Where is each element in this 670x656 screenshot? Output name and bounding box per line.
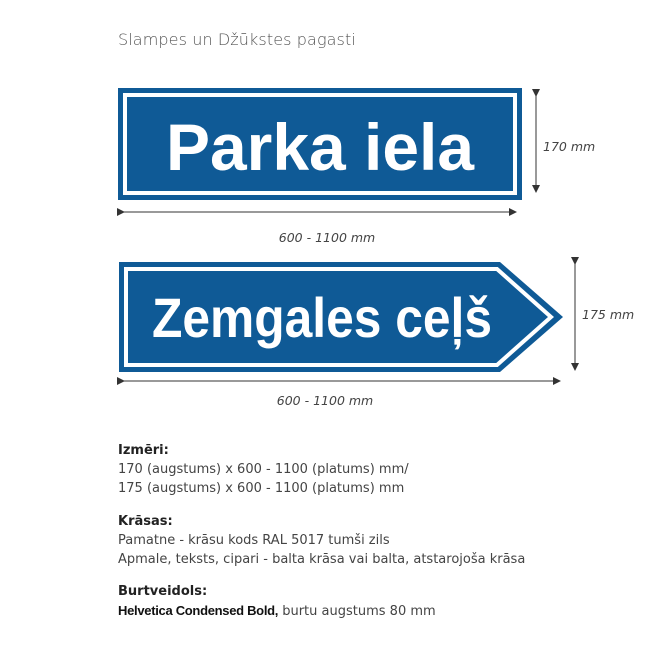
street-sign-parka-iela [118, 88, 522, 200]
font-detail: burtu augstums 80 mm [278, 604, 436, 619]
sign1-text: Parka iela [166, 110, 476, 184]
dimensions-line-2: 175 (augstums) x 600 - 1100 (platums) mm [118, 481, 405, 496]
sign1-height-label: 170 mm [543, 139, 596, 154]
dimensions-line-1: 170 (augstums) x 600 - 1100 (platums) mm/ [118, 462, 409, 477]
font-name: Helvetica Condensed Bold, [118, 603, 279, 618]
font-heading: Burtveidols: [118, 584, 208, 599]
sign2-width-label: 600 - 1100 mm [276, 393, 374, 408]
sign2-height-label: 175 mm [582, 307, 635, 322]
colors-spec [118, 512, 525, 569]
font-spec [118, 582, 436, 621]
colors-line-2: Apmale, teksts, cipari - balta krāsa vai balta, atstarojoša krāsa [118, 552, 526, 567]
font-line [118, 601, 436, 621]
dimensions-spec [118, 441, 409, 498]
sign2-text: Zemgales ceļš [152, 286, 535, 349]
street-sign-zemgales-cels [119, 262, 563, 372]
page-title: Slampes un Džūkstes pagasti [118, 30, 356, 49]
dimensions-heading: Izmēri: [118, 443, 169, 458]
sign1-height-dimension [536, 96, 595, 192]
sign1-width-dimension [124, 212, 516, 245]
sign2-width-dimension [124, 381, 560, 408]
colors-line-1: Pamatne - krāsu kods RAL 5017 tumši zils [118, 533, 390, 548]
sign2-height-dimension [575, 264, 634, 370]
colors-heading: Krāsas: [118, 514, 173, 529]
sign1-width-label: 600 - 1100 mm [278, 230, 376, 245]
